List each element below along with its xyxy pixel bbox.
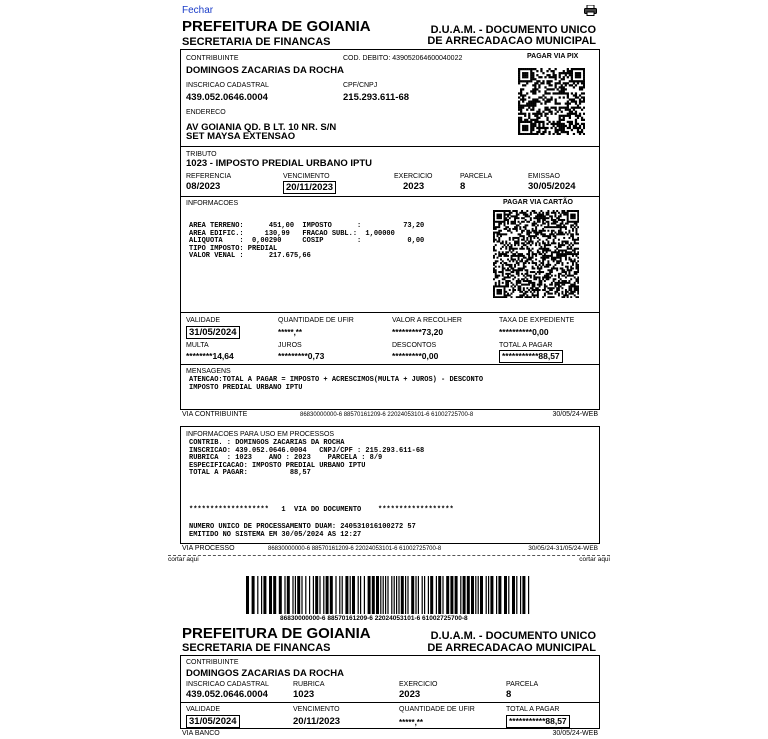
- doc-title: D.U.A.M. - DOCUMENTO UNICO: [430, 24, 596, 36]
- cod-debito: COD. DEBITO: 439052064600040022: [343, 55, 463, 62]
- endereco-label: ENDERECO: [186, 109, 226, 116]
- expediente-label: TAXA DE EXPEDIENTE: [499, 317, 575, 324]
- cartao-label: PAGAR VIA CARTÃO: [503, 199, 573, 206]
- via-documento-line: ******************* 1 VIA DO DOCUMENTO ******************: [189, 506, 454, 514]
- endereco-line2: SET MAYSA EXTENSAO: [186, 131, 296, 142]
- via-banco-date: 30/05/24-WEB: [552, 730, 598, 737]
- org-title-2: PREFEITURA DE GOIANIA: [182, 625, 371, 642]
- total-value: ***********88,57: [499, 350, 563, 363]
- descontos-value: *********0,00: [392, 351, 439, 361]
- duam-line: NUMERO UNICO DE PROCESSAMENTO DUAM: 240531016100272 57: [189, 523, 416, 531]
- cpf-value: 215.293.611-68: [343, 92, 410, 103]
- close-link[interactable]: Fechar: [182, 5, 214, 16]
- banco-total-value: ***********88,57: [506, 715, 570, 728]
- pix-label: PAGAR VIA PIX: [527, 53, 579, 60]
- recolher-value: *********73,20: [392, 327, 444, 337]
- org-title: PREFEITURA DE GOIANIA: [182, 18, 371, 35]
- multa-label: MULTA: [186, 342, 209, 349]
- banco-parcela-value: 8: [506, 689, 512, 700]
- parcela-value: 8: [460, 181, 466, 192]
- mensagens-label: MENSAGENS: [186, 368, 231, 375]
- barcode-digits: 86830000000-6 88570161209-6 22024053101-6 61002725700-8: [280, 615, 468, 622]
- validade-label: VALIDADE: [186, 317, 221, 324]
- banco-exercicio-label: EXERCICIO: [399, 681, 438, 688]
- exercicio-value: 2023: [403, 181, 425, 192]
- via-contribuinte-code: 86830000000-6 88570161209-6 22024053101-6 61002725700-8: [300, 412, 474, 418]
- banco-contribuinte-value: DOMINGOS ZACARIAS DA ROCHA: [186, 668, 344, 679]
- banco-parcela-label: PARCELA: [506, 681, 539, 688]
- via-processo-code: 86830000000-6 88570161209-6 22024053101-6 61002725700-8: [268, 546, 442, 552]
- cut-line: [168, 555, 610, 556]
- doc-title-2: D.U.A.M. - DOCUMENTO UNICO: [430, 630, 596, 642]
- expediente-value: **********0,00: [499, 327, 549, 337]
- emitido-line: EMITIDO NO SISTEMA EM 30/05/2024 AS 12:27: [189, 531, 362, 539]
- banco-rubrica-label: RUBRICA: [293, 681, 325, 688]
- inscricao-value: 439.052.0646.0004: [186, 92, 268, 103]
- banco-ufir-label: QUANTIDADE DE UFIR: [399, 706, 475, 713]
- emissao-value: 30/05/2024: [528, 181, 576, 192]
- validade-value: 31/05/2024: [186, 326, 240, 339]
- banco-rubrica-value: 1023: [293, 689, 315, 700]
- printer-icon[interactable]: [584, 3, 597, 14]
- via-contribuinte-label: VIA CONTRIBUINTE: [182, 411, 248, 418]
- endereco-line1: AV GOIANIA QD. B LT. 10 NR. S/N: [186, 122, 337, 133]
- juros-label: JUROS: [278, 342, 302, 349]
- banco-total-label: TOTAL A PAGAR: [506, 706, 560, 713]
- doc-subtitle: DE ARRECADACAO MUNICIPAL: [427, 35, 596, 47]
- ufir-value: *****,**: [278, 328, 303, 337]
- juros-value: *********0,73: [278, 351, 325, 361]
- banco-vencimento-value: 20/11/2023: [293, 716, 341, 727]
- total-label: TOTAL A PAGAR: [499, 342, 553, 349]
- pix-qr-code: [518, 68, 585, 135]
- info-lines: AREA TERRENO: 451,00 IMPOSTO : 73,20 AREA EDIFIC.: 130,99 FRACAO SUBL.: 1,00000 ALIQUOTA : 0,00290 COSIP : 0,00 TIPO IMPOSTO: PREDIAL VALOR VENAL : 217.675,66: [189, 222, 425, 261]
- banco-vencimento-label: VENCIMENTO: [293, 706, 340, 713]
- banco-contribuinte-label: CONTRIBUINTE: [186, 659, 239, 666]
- multa-value: ********14,64: [186, 351, 234, 361]
- dept-title-2: SECRETARIA DE FINANCAS: [182, 642, 331, 654]
- processo-lines: CONTRIB. : DOMINGOS ZACARIAS DA ROCHA INSCRICAO: 439.052.0646.0004 CNPJ/CPF : 215.293.611-68 RUBRICA : 1023 ANO : 2023 PARCELA : 8/9 ESPECIFICACAO: IMPOSTO PREDIAL URBANO IPTU TOTAL A PAGAR: 88,57: [189, 439, 425, 478]
- referencia-value: 08/2023: [186, 181, 221, 192]
- tributo-value: 1023 - IMPOSTO PREDIAL URBANO IPTU: [186, 158, 372, 169]
- payment-barcode: [246, 576, 532, 614]
- dept-title: SECRETARIA DE FINANCAS: [182, 36, 331, 48]
- exercicio-label: EXERCICIO: [394, 173, 433, 180]
- via-processo-date: 30/05/24-31/05/24-WEB: [528, 545, 598, 552]
- cpf-label: CPF/CNPJ: [343, 82, 378, 89]
- banco-validade-label: VALIDADE: [186, 706, 221, 713]
- parcela-label: PARCELA: [460, 173, 493, 180]
- cut-label-left: cortar aqui: [168, 556, 199, 563]
- banco-ufir-value: *****,**: [399, 718, 424, 727]
- via-processo-label: VIA PROCESSO: [182, 545, 235, 552]
- via-banco-label: VIA BANCO: [182, 730, 220, 737]
- vencimento-value: 20/11/2023: [283, 181, 336, 194]
- banco-inscricao-value: 439.052.0646.0004: [186, 689, 268, 700]
- via-contribuinte-date: 30/05/24-WEB: [552, 411, 598, 418]
- ufir-label: QUANTIDADE DE UFIR: [278, 317, 354, 324]
- informacoes-label: INFORMACOES: [186, 200, 239, 207]
- descontos-label: DESCONTOS: [392, 342, 437, 349]
- banco-exercicio-value: 2023: [399, 689, 421, 700]
- processo-label: INFORMACOES PARA USO EM PROCESSOS: [186, 431, 335, 438]
- card-qr-code: [493, 210, 579, 298]
- inscricao-label: INSCRICAO CADASTRAL: [186, 82, 269, 89]
- doc-subtitle-2: DE ARRECADACAO MUNICIPAL: [427, 642, 596, 654]
- contribuinte-label: CONTRIBUINTE: [186, 55, 239, 62]
- referencia-label: REFERENCIA: [186, 173, 232, 180]
- tributo-label: TRIBUTO: [186, 151, 217, 158]
- banco-inscricao-label: INSCRICAO CADASTRAL: [186, 681, 269, 688]
- cut-label-right: cortar aqui: [579, 556, 610, 563]
- recolher-label: VALOR A RECOLHER: [392, 317, 462, 324]
- emissao-label: EMISSAO: [528, 173, 560, 180]
- contribuinte-value: DOMINGOS ZACARIAS DA ROCHA: [186, 65, 344, 76]
- banco-validade-value: 31/05/2024: [186, 715, 240, 728]
- mensagens-lines: ATENCAO:TOTAL A PAGAR = IMPOSTO + ACRESCIMOS(MULTA + JUROS) - DESCONTO IMPOSTO PREDIAL URBANO IPTU: [189, 376, 484, 392]
- vencimento-label: VENCIMENTO: [283, 173, 330, 180]
